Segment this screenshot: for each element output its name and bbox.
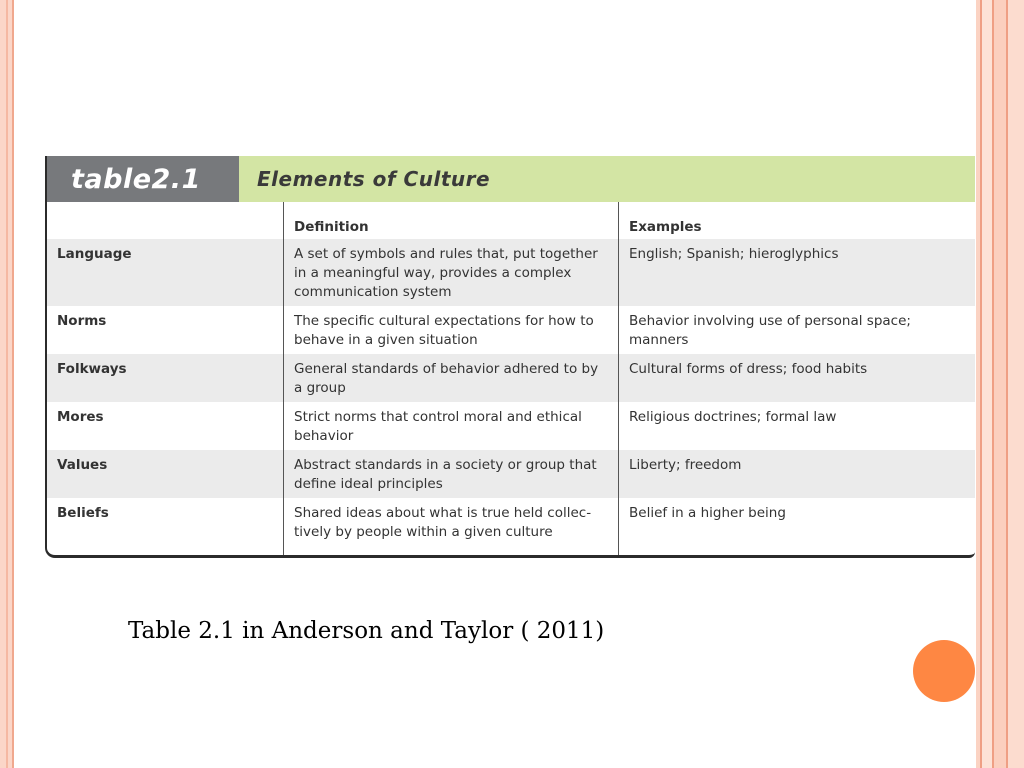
row-term: Norms <box>57 313 107 329</box>
table-row <box>47 498 975 558</box>
row-term: Beliefs <box>57 505 109 521</box>
table-label: table2.1 <box>47 156 239 202</box>
row-definition: A set of symbols and rules that, put together in a meaningful way, provides a complex communication system <box>284 239 619 306</box>
orange-circle-decoration <box>913 640 975 702</box>
row-definition: Strict norms that control moral and ethical behavior <box>284 402 619 450</box>
row-term: Values <box>47 450 284 498</box>
row-term: Mores <box>57 409 104 425</box>
row-examples: English; Spanish; hieroglyphics <box>619 239 976 306</box>
row-definition: General standards of behavior adhered to by a group <box>284 354 619 402</box>
table-header-row <box>47 202 975 239</box>
row-definition: The specific cultural expectations for how to behave in a given situation <box>284 306 619 354</box>
table-row <box>47 306 975 354</box>
table-title: Elements of Culture <box>239 156 975 202</box>
culture-table-figure <box>45 156 975 558</box>
row-examples: Cultural forms of dress; food habits <box>619 354 976 402</box>
left-decorative-border <box>0 0 14 768</box>
table-row <box>47 450 975 498</box>
row-examples: Liberty; freedom <box>619 450 976 498</box>
row-examples: Belief in a higher being <box>619 498 976 558</box>
elements-of-culture-table <box>47 202 975 558</box>
row-examples: Religious doctrines; formal law <box>619 402 976 450</box>
table-header-banner <box>47 156 975 202</box>
row-definition: Abstract standards in a society or group that define ideal principles <box>284 450 619 498</box>
row-definition: Shared ideas about what is true held collec-tively by people within a given culture <box>284 498 619 558</box>
table-row <box>47 354 975 402</box>
table-row <box>47 239 975 306</box>
column-header-term <box>47 202 284 239</box>
row-term: Language <box>47 239 284 306</box>
table-caption: Table 2.1 in Anderson and Taylor ( 2011) <box>128 618 605 644</box>
column-header-examples: Examples <box>619 202 976 239</box>
right-decorative-stripes <box>976 0 1024 768</box>
row-examples: Behavior involving use of personal space; manners <box>619 306 976 354</box>
row-term: Folkways <box>47 354 284 402</box>
table-row <box>47 402 975 450</box>
column-header-definition: Definition <box>284 202 619 239</box>
